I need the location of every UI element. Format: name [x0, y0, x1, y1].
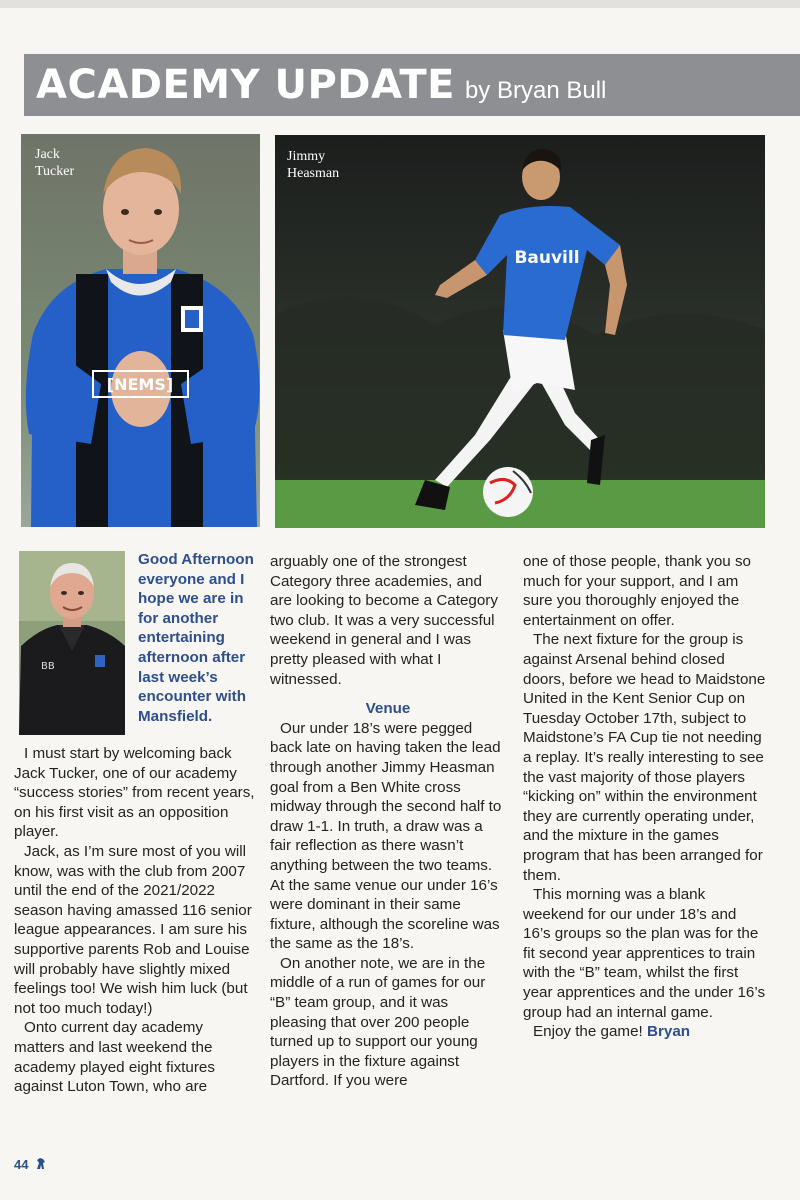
closing-text: Enjoy the game! [533, 1023, 643, 1041]
author-byline: by Bryan Bull [464, 77, 607, 104]
caption-jimmy-line2: Heasman [287, 166, 340, 181]
jack-tucker-image [21, 134, 260, 527]
col3-paragraph-4 [523, 1022, 767, 1042]
column-2 [270, 552, 506, 1091]
bryan-bull-image [19, 551, 125, 735]
signoff-name: Bryan [647, 1023, 691, 1041]
jimmy-heasman-image [275, 135, 765, 528]
col1-paragraph-3: Onto current day academy matters and last weekend the academy played eight fixtures against Luton Town, who are [14, 1019, 215, 1096]
photo-jack-tucker [21, 134, 260, 527]
club-horse-icon [35, 1157, 47, 1170]
col2-paragraph-3: On another note, we are in the middle of a run of games for our “B” team group, and it was pleasing that over 200 people turned up to support our young players in the fixture against Dartford. If you were [270, 954, 486, 1090]
top-edge [0, 0, 800, 8]
jack-sponsor-text: [NEMS] [106, 375, 174, 394]
photo-bryan-bull [19, 551, 125, 735]
page-title: ACADEMY UPDATE [36, 62, 455, 108]
page-number [14, 1157, 47, 1172]
caption-jimmy [287, 148, 339, 182]
intro-text: Good Afternoon everyone and I hope we are in for another entertaining afternoon after last week’s encounter with Mansfield. [138, 551, 254, 725]
venue-subheading: Venue [365, 700, 411, 718]
jimmy-sponsor-text: Bauvill [514, 248, 580, 268]
col3-paragraph-2: The next fixture for the group is against Arsenal behind closed doors, before we head to Maidstone United in the Kent Senior Cup on Tuesday October 17th, subject to Maidstone’s FA Cup tie not needing a replay. It’s really interesting to see the vast majority of those players “kicking on” within the environment they are currently operating under, and the mixture in the games program that has been arranged for them. [523, 631, 766, 884]
col3-paragraph-1: one of those people, thank you so much for your support, and I am sure you thoroughly enjoyed the entertainment on offer. [523, 553, 751, 629]
column-3 [523, 552, 767, 1042]
caption-jack-line2: Tucker [35, 164, 75, 179]
photo-jimmy-heasman [275, 135, 765, 528]
col2-paragraph-1: arguably one of the strongest Category three academies, and are looking to become a Category two club. It was a very successful weekend in general and I was pretty pleased with what I witnessed. [270, 553, 498, 688]
col3-paragraph-3: This morning was a blank weekend for our under 18’s and 16’s groups so the plan was for the fit second year apprentices to train with the “B” team, whilst the first year apprentices and the under 16’s group had an internal game. [523, 886, 766, 1021]
col2-paragraph-2: Our under 18’s were pegged back late on having taken the lead through another Jimmy Heasman goal from a Ben White cross midway through the second half to draw 1-1. In truth, a draw was a fair reflection as there wasn’t anything between the two teams. At the same venue our under 16’s were dominant in their same fixture, although the scoreline was the same as the 18’s. [270, 719, 502, 953]
caption-jack [35, 146, 74, 180]
col1-paragraph-1: I must start by welcoming back Jack Tucker, one of our academy “success stories” from recent years, on his first visit as an opposition player. [14, 745, 255, 841]
page-number-text: 44 [14, 1157, 29, 1172]
page-header [24, 54, 800, 116]
caption-jack-line1: Jack [35, 147, 60, 162]
caption-jimmy-line1: Jimmy [287, 149, 326, 164]
bryan-initials-text: BB [41, 661, 55, 672]
column-1 [14, 744, 256, 1097]
col1-paragraph-2: Jack, as I’m sure most of you will know, was with the club from 2007 until the end of the 2021/2022 season having amassed 116 senior league appearances. I am sure his supportive parents Rob and Louise will probably have slightly mixed feelings too! We wish him luck (but not too much today!) [14, 842, 252, 1017]
